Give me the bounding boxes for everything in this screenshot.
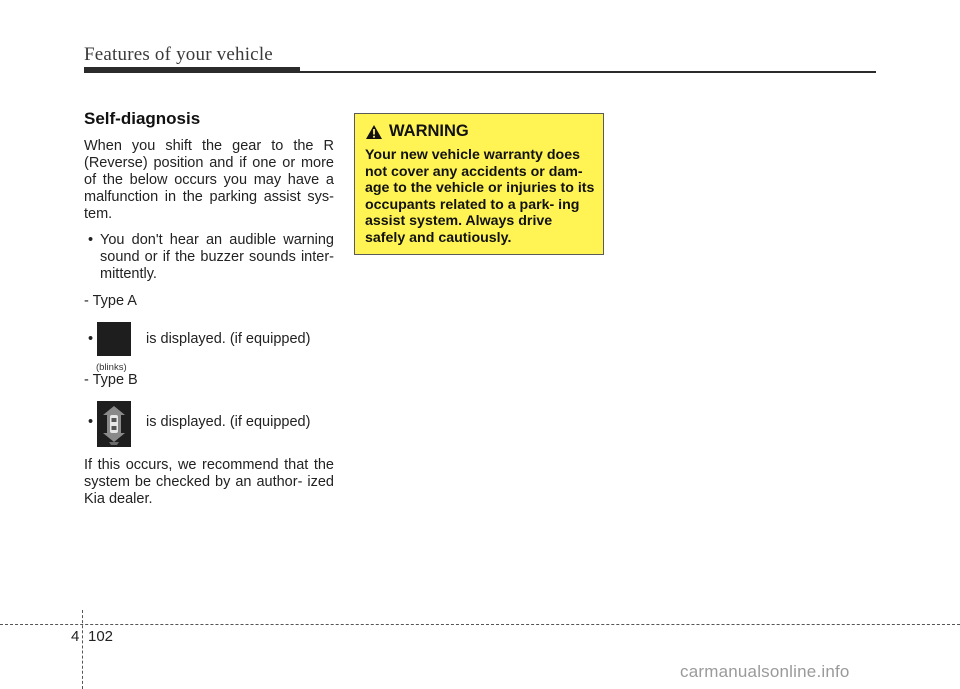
- chapter-number: 4: [71, 628, 80, 645]
- bullet-dot-icon: •: [88, 414, 94, 430]
- header-title: Features of your vehicle: [84, 44, 273, 65]
- closing-paragraph: If this occurs, we recommend that the system be checked by an author- ized Kia dealer.: [84, 457, 334, 507]
- type-b-text: is displayed. (if equipped): [146, 414, 311, 430]
- type-b-label: - Type B: [84, 372, 138, 388]
- footer-rule: [0, 624, 960, 625]
- watermark: carmanualsonline.info: [680, 662, 850, 681]
- warning-body: Your new vehicle warranty does not cover any accidents or dam- age to the vehicle or injuries to its occupants related to a park- ing assist system. Always drive safely and cautiously.: [365, 147, 595, 246]
- blinks-caption: (blinks): [96, 362, 127, 373]
- header-rule-thin: [300, 71, 876, 73]
- self-diagnosis-section: [84, 110, 334, 517]
- parking-sensor-car-icon: [97, 401, 131, 447]
- parking-assist-blink-icon: [97, 322, 131, 356]
- footer-divider: [82, 610, 83, 689]
- header-rule-thick: [84, 67, 300, 73]
- section-title: Self-diagnosis: [84, 109, 201, 128]
- warning-header: [365, 122, 595, 141]
- bullet-dot-icon: •: [88, 331, 94, 347]
- intro-paragraph: When you shift the gear to the R (Reverse) position and if one or more of the below occurs you may have a malfunction in the parking assist sys- tem.: [84, 138, 334, 222]
- bullet-item: [84, 232, 334, 283]
- page-number: 102: [88, 628, 114, 645]
- bullet-dot-icon: •: [88, 232, 94, 248]
- warning-title: WARNING: [389, 122, 469, 140]
- car-top-view-icon: [97, 401, 131, 447]
- type-b-row: [84, 401, 334, 447]
- type-a-text: is displayed. (if equipped): [146, 331, 311, 347]
- warning-box: [354, 113, 604, 255]
- type-a-label: - Type A: [84, 293, 137, 309]
- bullet-text: You don't hear an audible warning sound or if the buzzer sounds inter- mittently.: [100, 232, 334, 282]
- warning-triangle-icon: [365, 124, 383, 140]
- type-a-row: [84, 322, 334, 373]
